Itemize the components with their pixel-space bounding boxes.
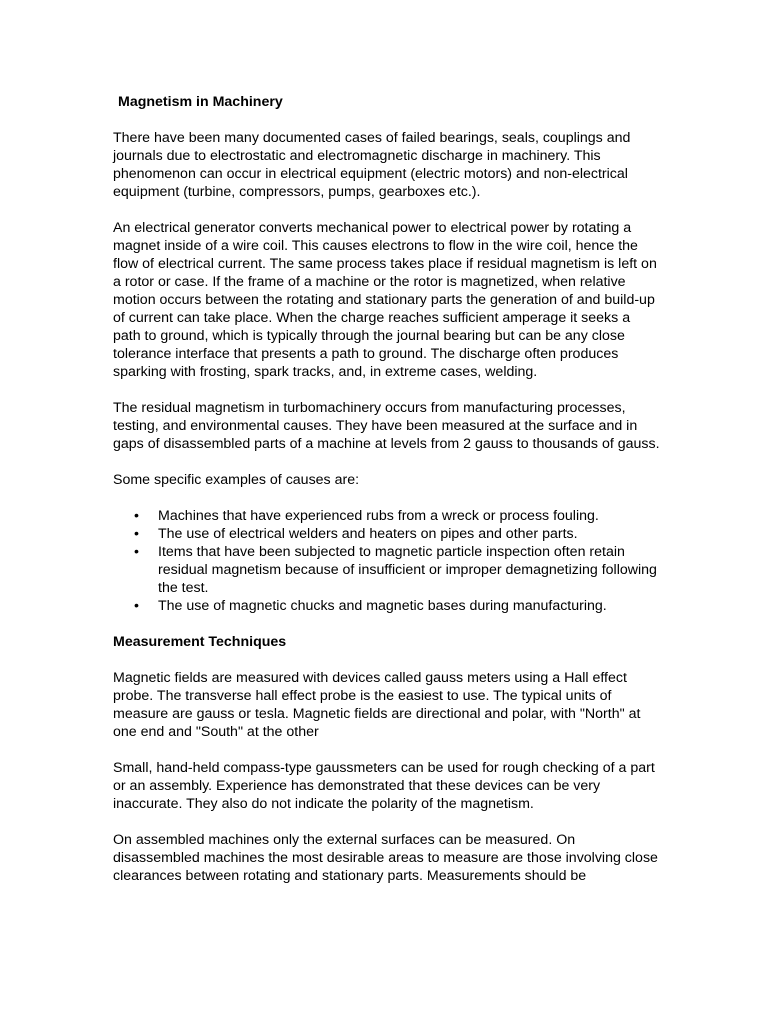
list-item-text: Items that have been subjected to magnetic particle inspection often retain residual magnetism because of insufficient or improper demagnetizing following the test.: [158, 544, 657, 596]
paragraph-generator: An electrical generator converts mechanical power to electrical power by rotating a magnet inside of a wire coil. This causes electrons to flow in the wire coil, hence the flow of electrical current. The same process takes place if residual magnetism is left on a rotor or case. If the frame of a machine or the rotor is magnetized, when relative motion occurs between the rotating and stationary parts the generation of and build-up of current can take place. When the charge reaches sufficient amperage it seeks a path to ground, which is typically through the journal bearing but can be any close tolerance interface that presents a path to ground. The discharge often produces sparking with frosting, spark tracks, and, in extreme cases, welding.: [113, 220, 657, 380]
section-heading-magnetism: Magnetism in Machinery: [118, 94, 283, 110]
list-item: [113, 597, 661, 615]
bullet-icon: •: [134, 526, 139, 542]
section-heading-measurement: Measurement Techniques: [113, 634, 287, 650]
paragraph-assembled-machines: On assembled machines only the external surfaces can be measured. On disassembled machines the most desirable areas to measure are those involving close clearances between rotating and stationary parts. Measurements should be: [113, 832, 658, 884]
paragraph-causes-intro: Some specific examples of causes are:: [113, 472, 360, 488]
list-item: [113, 525, 661, 543]
list-item-text: The use of electrical welders and heaters on pipes and other parts.: [158, 526, 578, 542]
bullet-icon: •: [134, 508, 139, 524]
paragraph-compass-gaussmeters: Small, hand-held compass-type gaussmeters can be used for rough checking of a part or an assembly. Experience has demonstrated that these devices can be very inaccurate. They also do not indicate the polarity of the magnetism.: [113, 760, 655, 812]
list-item: [113, 507, 661, 525]
list-item-text: Machines that have experienced rubs from a wreck or process fouling.: [158, 508, 599, 524]
paragraph-residual-magnetism: The residual magnetism in turbomachinery occurs from manufacturing processes, testing, and environmental causes. They have been measured at the surface and in gaps of disassembled parts of a machine at levels from 2 gauss to thousands of gauss.: [113, 400, 660, 452]
bullet-icon: •: [134, 544, 139, 560]
list-item-text: The use of magnetic chucks and magnetic bases during manufacturing.: [158, 598, 607, 614]
causes-list: [113, 507, 661, 615]
bullet-icon: •: [134, 598, 139, 614]
document-page: [113, 93, 661, 885]
list-item: [113, 543, 661, 597]
paragraph-intro: There have been many documented cases of failed bearings, seals, couplings and journals due to electrostatic and electromagnetic discharge in machinery. This phenomenon can occur in electrical equipment (electric motors) and non-electrical equipment (turbine, compressors, pumps, gearboxes etc.).: [113, 130, 631, 200]
paragraph-gauss-meters: Magnetic fields are measured with devices called gauss meters using a Hall effect probe. The transverse hall effect probe is the easiest to use. The typical units of measure are gauss or tesla. Magnetic fields are directional and polar, with "North" at one end and "South" at the other: [113, 670, 641, 740]
